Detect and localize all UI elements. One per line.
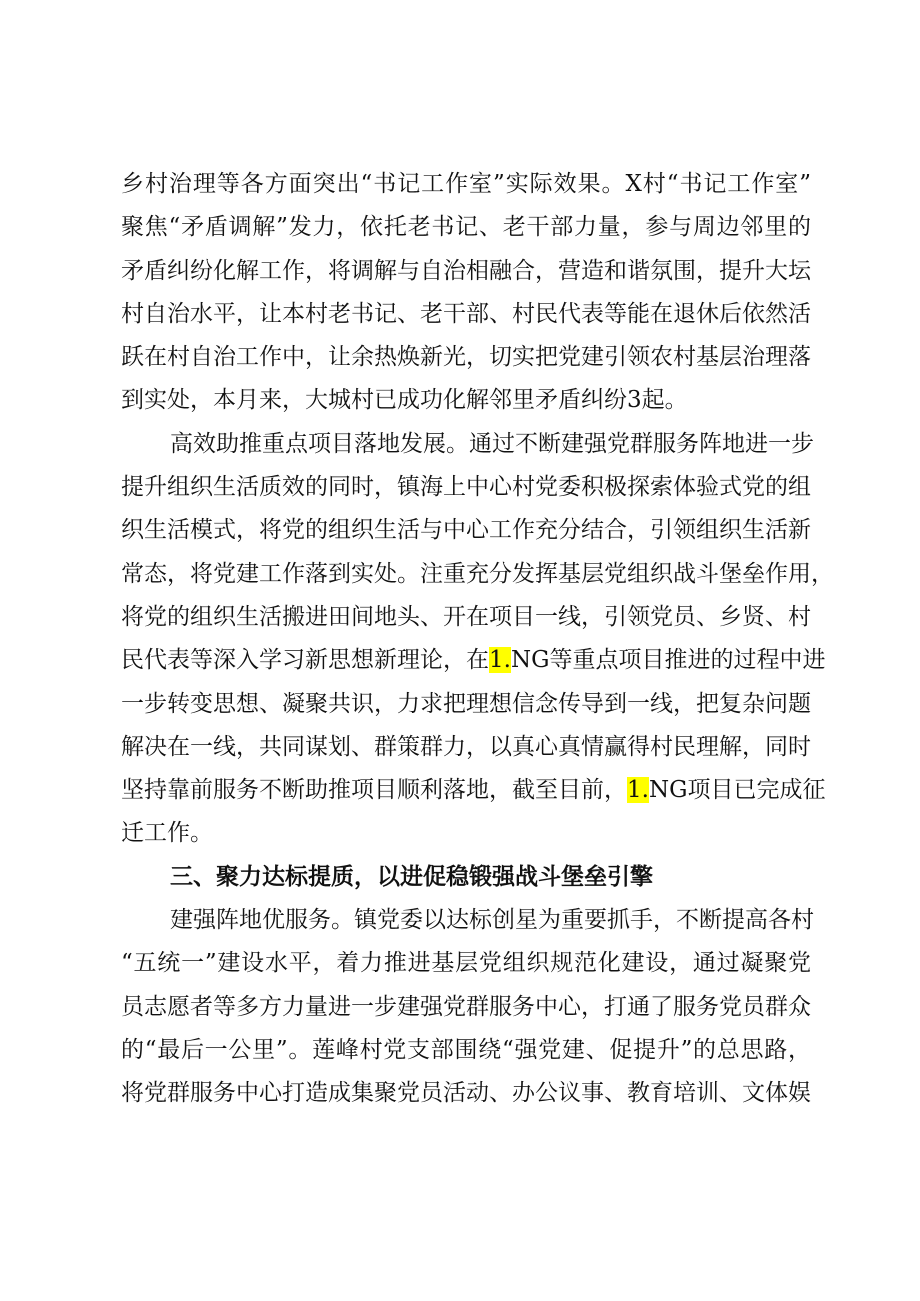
text-line: 迁工作。 — [121, 820, 213, 847]
text-line: 常态，将党建工作落到实处。注重充分发挥基层党组织战斗堡垒作用， — [121, 560, 834, 587]
text-line: 矛盾纠纷化解工作，将调解与自治相融合，营造和谐氛围，提升大坛 — [121, 257, 811, 284]
text-line: 提升组织生活质效的同时，镇海上中心村党委积极探索体验式党的组 — [121, 474, 811, 501]
paragraph-1 — [121, 163, 811, 423]
text-segment: 民代表等深入学习新思想新理论，在 — [121, 647, 489, 674]
paragraph-2 — [121, 423, 834, 856]
text-line: 跃在村自治工作中，让余热焕新光，切实把党建引领农村基层治理落 — [121, 344, 811, 371]
text-line: 将党的组织生活搬进田间地头、开在项目一线，引领党员、乡贤、村 — [121, 603, 811, 630]
document-body — [121, 163, 834, 1116]
text-segment: 坚持靠前服务不断助推项目顺利落地，截至目前， — [121, 777, 627, 804]
text-line: 聚焦“矛盾调解”发力，依托老书记、老干部力量，参与周边邻里的 — [121, 214, 811, 241]
text-segment: NG等重点项目推进的过程中进 — [510, 647, 826, 674]
highlighted-text: 1. — [627, 777, 649, 804]
text-line: 的“最后一公里”。莲峰村党支部围绕“强党建、促提升”的总思路， — [121, 1036, 811, 1063]
text-line: 到实处，本月来，大城村已成功化解邻里矛盾纠纷3起。 — [121, 387, 688, 414]
text-line-with-highlight — [121, 639, 826, 682]
text-line-with-highlight — [121, 769, 826, 812]
section-heading: 三、聚力达标提质，以进促稳锻强战斗堡垒引擎 — [170, 863, 653, 890]
text-line: 将党群服务中心打造成集聚党员活动、办公议事、教育培训、文体娱 — [121, 1080, 811, 1107]
text-line: 解决在一线，共同谋划、群策群力，以真心真情赢得村民理解，同时 — [121, 733, 811, 760]
text-line: 建强阵地优服务。镇党委以达标创星为重要抓手，不断提高各村 — [170, 907, 814, 934]
text-line: 织生活模式，将党的组织生活与中心工作充分结合，引领组织生活新 — [121, 517, 811, 544]
text-line: 村自治水平，让本村老书记、老干部、村民代表等能在退休后依然活 — [121, 300, 811, 327]
text-line: 员志愿者等多方力量进一步建强党群服务中心，打通了服务党员群众 — [121, 993, 811, 1020]
highlighted-text: 1. — [489, 647, 511, 674]
text-line: 一步转变思想、凝聚共识，力求把理想信念传导到一线，把复杂问题 — [121, 690, 811, 717]
text-line: 高效助推重点项目落地发展。通过不断建强党群服务阵地进一步 — [170, 430, 814, 457]
text-line: “五统一”建设水平，着力推进基层党组织规范化建设，通过凝聚党 — [121, 950, 811, 977]
text-line: 乡村治理等各方面突出“书记工作室”实际效果。X村“书记工作室” — [121, 171, 811, 197]
paragraph-3 — [121, 899, 814, 1115]
text-segment: NG项目已完成征 — [648, 777, 826, 804]
